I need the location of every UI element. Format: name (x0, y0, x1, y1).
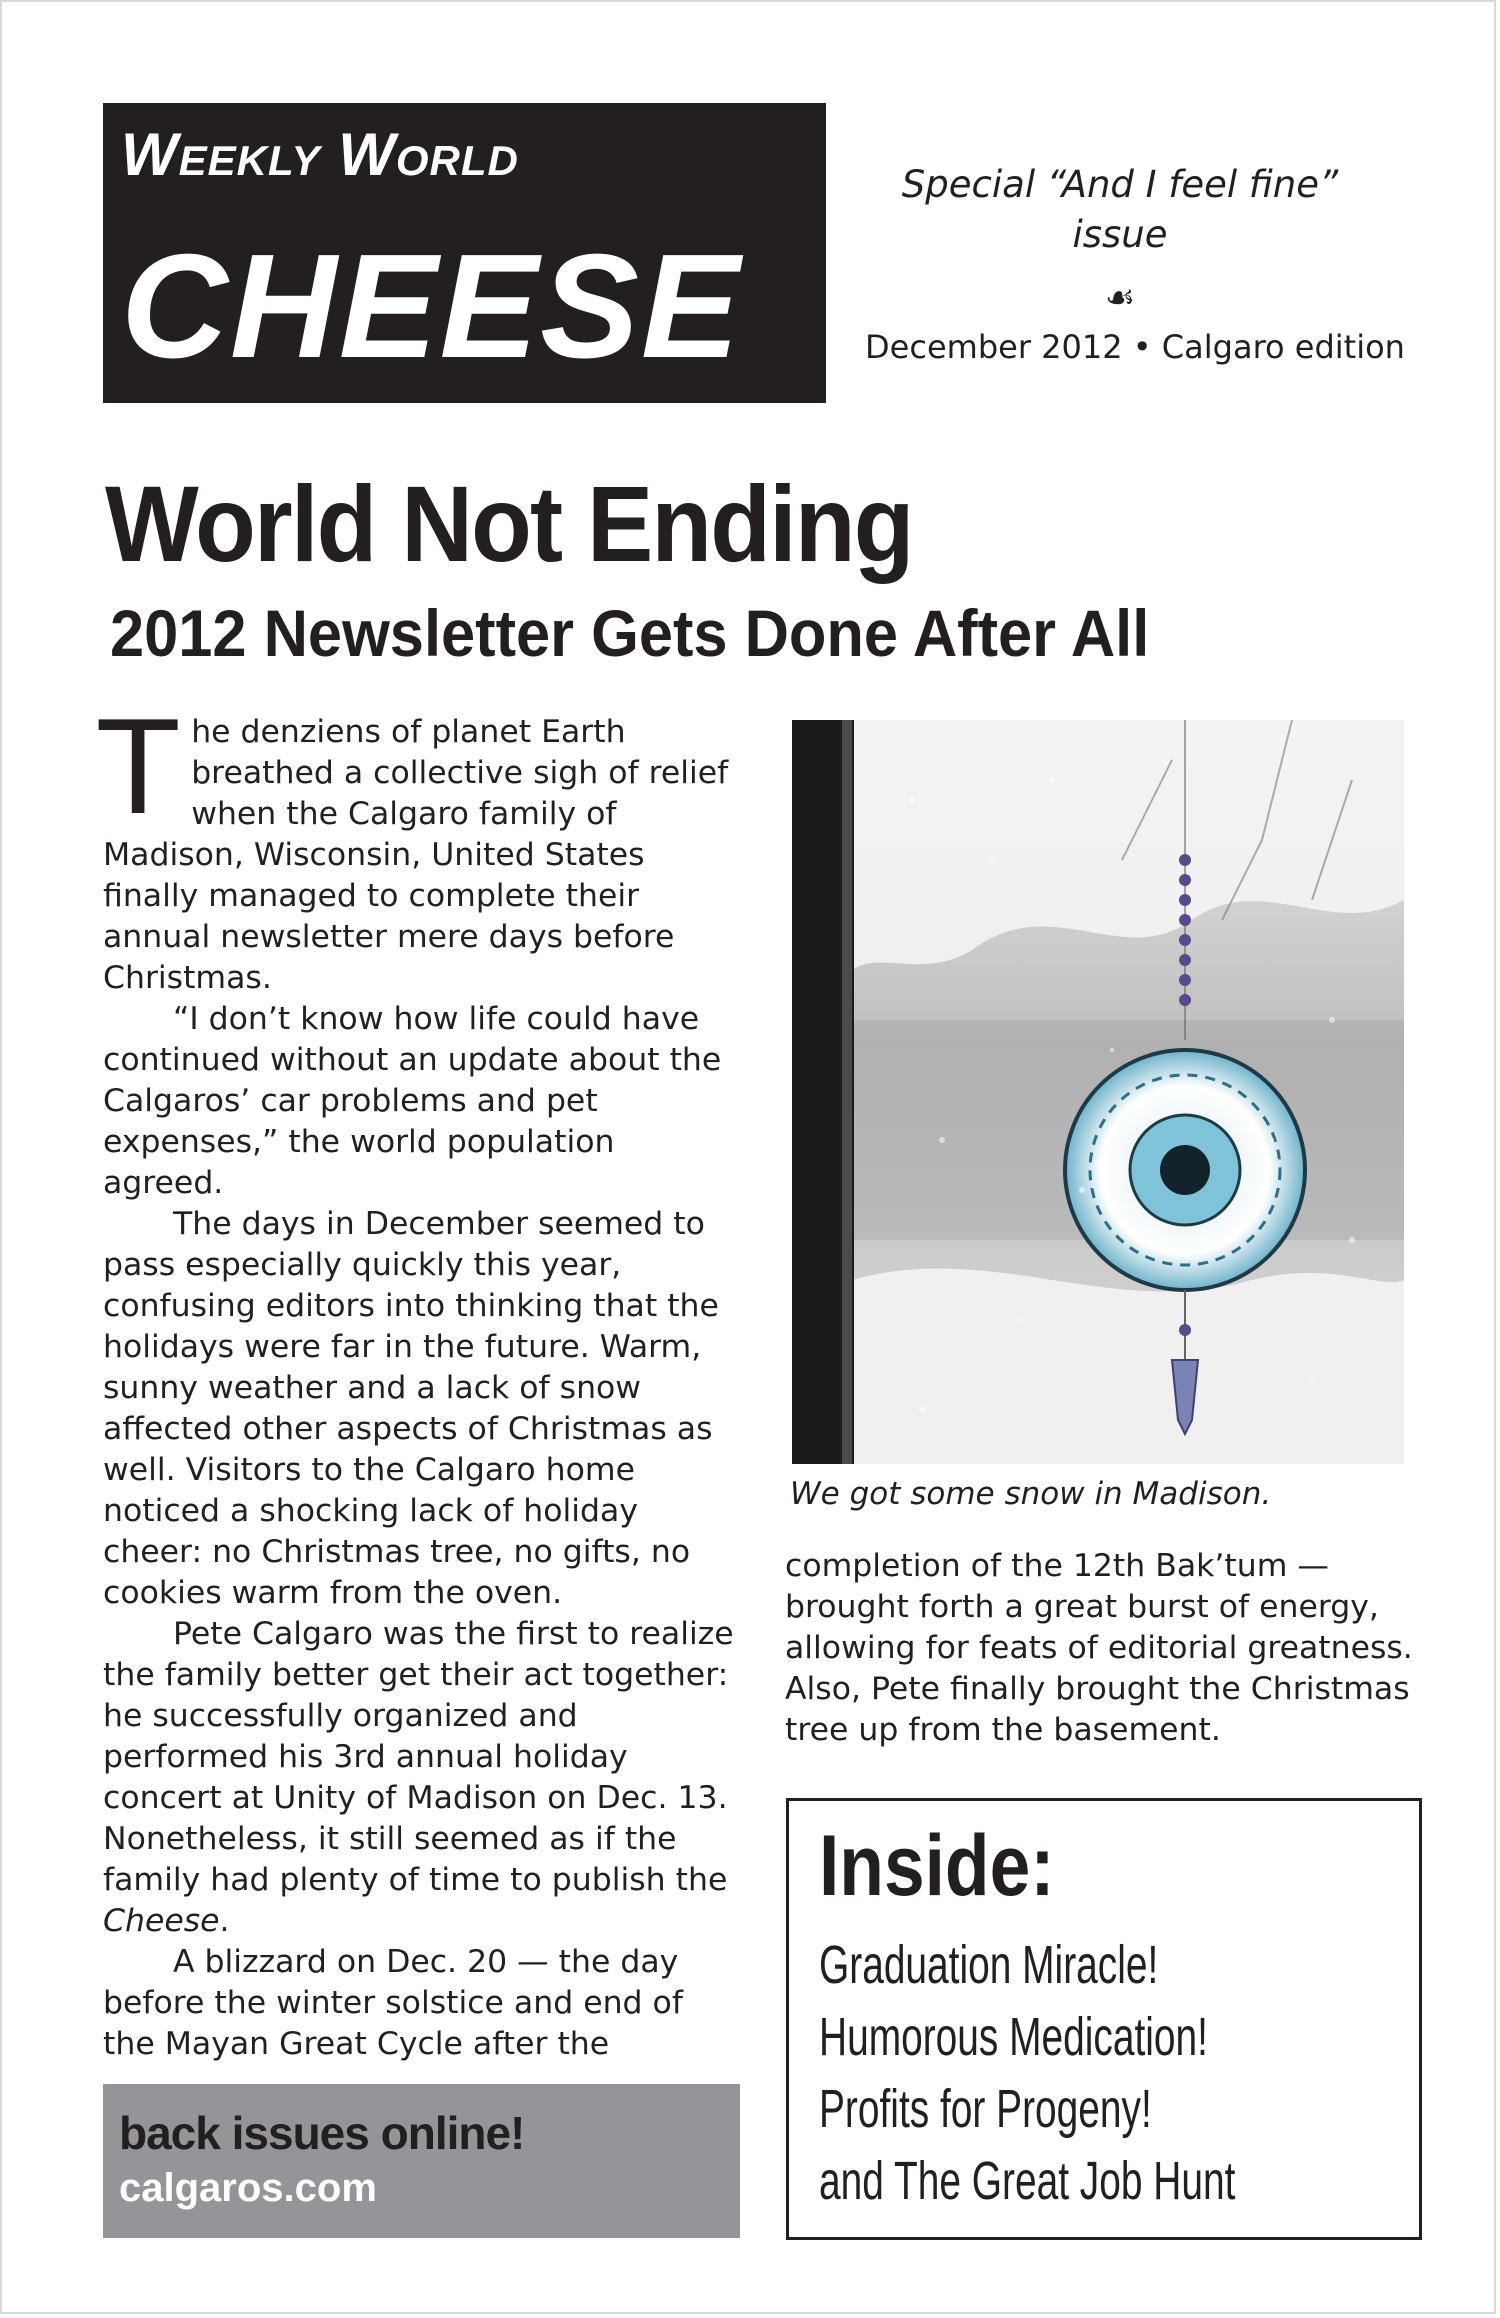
back-issues-box (103, 2084, 740, 2238)
article-paragraph-1: The denziens of planet Earth breathed a collective sigh of relief when the Calgaro family of Madison, Wisconsin, United States finally managed to complete their annual newsletter mere days before Christmas. (99, 695, 729, 996)
masthead-weekly-world: Weekly World (121, 121, 519, 188)
photo-caption: We got some snow in Madison. (790, 1476, 1272, 1512)
inside-item: Humorous Medication! (819, 2007, 1208, 2067)
back-issues-link[interactable]: calgaros.com (119, 2166, 377, 2210)
snow-photo (792, 720, 1404, 1464)
article-paragraph-4: Pete Calgaro was the first to realize the family better get their act together: he successfully organized and performed his 3rd annual holiday concert at Unity of Madison on Dec. 13. Nonetheless, it still seemed as if the family had plenty of time to publish the Cheese. (103, 1616, 734, 1939)
article-paragraph-3: The days in December seemed to pass especially quickly this year, confusing editors into thinking that the holidays were far in the future. Warm, sunny weather and a lack of snow affected other aspects of Christmas as well. Visitors to the Calgaro home noticed a shocking lack of holiday cheer: no Christmas tree, no gifts, no cookies warm from the oven. (103, 1206, 719, 1611)
masthead (103, 103, 826, 403)
issue-dateline: December 2012 • Calgaro edition (865, 328, 1405, 366)
inside-list (819, 1929, 1397, 2217)
masthead-cheese: CHEESE (121, 224, 742, 389)
drop-cap: T (99, 695, 178, 844)
headline: World Not Ending (105, 463, 913, 584)
back-issues-title: back issues online! (119, 2107, 525, 2159)
inside-title: Inside: (819, 1818, 1055, 1914)
inside-box (786, 1798, 1422, 2240)
article-column-right (785, 1546, 1425, 1751)
article-paragraph-5: A blizzard on Dec. 20 — the day before the winter solstice and end of the Mayan Great Cycle after the (103, 1944, 683, 2062)
inside-item: and The Great Job Hunt (819, 2151, 1236, 2211)
article-paragraph-6: completion of the 12th Bak’tum — brought forth a great burst of energy, allowing for feats of editorial greatness. Also, Pete finally brought the Christmas tree up from the basement. (785, 1548, 1413, 1748)
inside-item: Profits for Progeny! (819, 2079, 1152, 2139)
fleuron-icon: ☙ (1104, 278, 1136, 318)
snow-window-image (792, 720, 1404, 1464)
article-paragraph-2: “I don’t know how life could have continued without an update about the Calgaros’ car problems and pet expenses,” the world population agreed. (103, 1001, 722, 1201)
subheadline: 2012 Newsletter Gets Done After All (110, 596, 1150, 670)
article-column-left (99, 695, 743, 2065)
issue-tagline: Special “And I feel fine” issue (901, 163, 1339, 256)
inside-item: Graduation Miracle! (819, 1935, 1159, 1995)
